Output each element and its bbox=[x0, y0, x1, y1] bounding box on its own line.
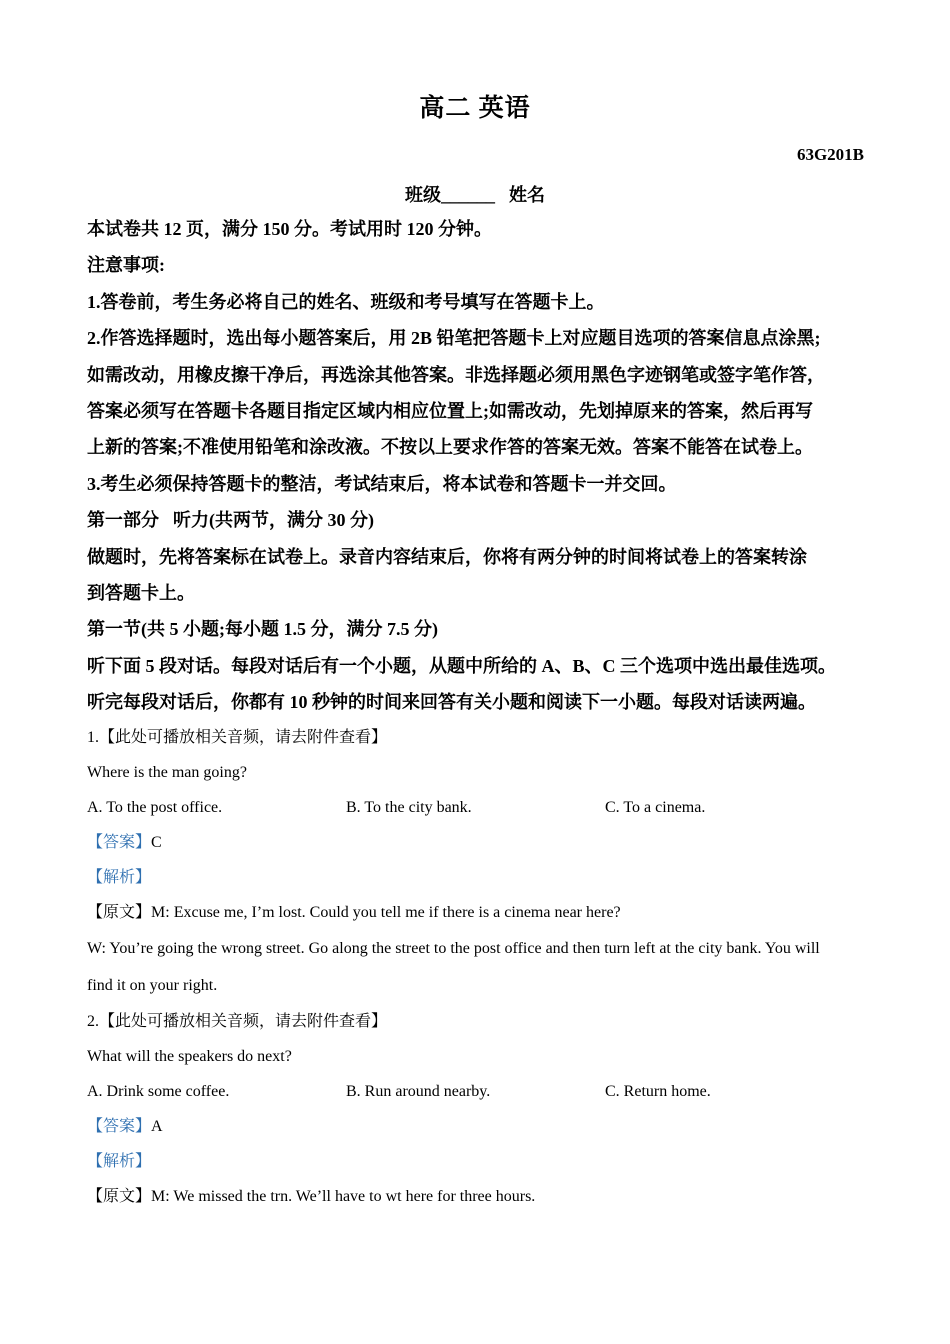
question-1-header bbox=[87, 720, 877, 755]
class-name-line bbox=[0, 181, 950, 207]
original-line: find it on your right. bbox=[87, 977, 218, 995]
notice-item-2-line: 如需改动，用橡皮擦干净后，再选涂其他答案。非选择题必须用黑色字迹钢笔或签字笔作答， bbox=[87, 364, 825, 385]
section1-title: 第一节(共 5 小题;每小题 1.5 分，满分 7.5 分) bbox=[87, 619, 438, 640]
page-title: 高二 英语 bbox=[419, 95, 531, 122]
notice-item-3: 3.考生必须保持答题卡的整洁，考试结束后，将本试卷和答题卡一并交回。 bbox=[87, 473, 677, 494]
option-c: C. To a cinema. bbox=[605, 799, 706, 817]
question-2-header bbox=[87, 1004, 877, 1039]
question-1-answer bbox=[87, 825, 877, 860]
question-1-options bbox=[87, 790, 877, 825]
question-1-text: Where is the man going? bbox=[87, 764, 247, 782]
part1-desc-line: 到答题卡上。 bbox=[87, 582, 195, 603]
section1-desc-line: 听完每段对话后，你都有 10 秒钟的时间来回答有关小题和阅读下一小题。每段对话读两遍。 bbox=[87, 692, 816, 713]
notice-item-2-line: 答案必须写在答题卡各题目指定区域内相应位置上;如需改动，先划掉原来的答案，然后再写 bbox=[87, 400, 813, 421]
exam-body bbox=[87, 211, 877, 1214]
original-line: M: Excuse me, I’m lost. Could you tell me if there is a cinema near here? bbox=[151, 904, 621, 922]
question-1-analysis bbox=[87, 860, 877, 895]
class-label: 班级 bbox=[405, 185, 441, 205]
intro-text: 本试卷共 12 页，满分 150 分。考试用时 120 分钟。 bbox=[87, 219, 492, 239]
original-tag: 【原文】 bbox=[87, 904, 152, 922]
notice-item-1: 1.答卷前，考生务必将自己的姓名、班级和考号填写在答题卡上。 bbox=[87, 291, 605, 312]
answer-value: A bbox=[151, 1118, 163, 1136]
audio-note: 【此处可播放相关音频，请去附件查看】 bbox=[99, 1013, 388, 1031]
part1-desc-line: 做题时，先将答案标在试卷上。录音内容结束后，你将有两分钟的时间将试卷上的答案转涂 bbox=[87, 546, 807, 567]
original-line: W: You’re going the wrong street. Go along the street to the post office and then turn left at the city bank. You will bbox=[87, 940, 820, 958]
part1-title bbox=[87, 502, 877, 538]
answer-value: C bbox=[151, 834, 162, 852]
section1-desc-line: 听下面 5 段对话。每段对话后有一个小题，从题中所给的 A、B、C 三个选项中选出最佳选项。 bbox=[87, 655, 836, 676]
part1-title-a: 第一部分 bbox=[87, 510, 159, 531]
class-blank: ______ bbox=[441, 185, 495, 205]
original-tag: 【原文】 bbox=[87, 1188, 152, 1206]
notice-title: 注意事项: bbox=[87, 255, 165, 276]
analysis-tag: 【解析】 bbox=[87, 869, 152, 887]
question-2-analysis bbox=[87, 1144, 877, 1179]
notice-item-2-line: 上新的答案;不准使用铅笔和涂改液。不按以上要求作答的答案无效。答案不能答在试卷上。 bbox=[87, 437, 813, 458]
name-label: 姓名 bbox=[509, 185, 545, 205]
part1-title-b: 听力(共两节，满分 30 分) bbox=[173, 510, 374, 531]
notice-item-2-line: 2.作答选择题时，选出每小题答案后，用 2B 铅笔把答题卡上对应题目选项的答案信息点涂黑; bbox=[87, 328, 821, 349]
option-c: C. Return home. bbox=[605, 1083, 711, 1101]
question-2-text: What will the speakers do next? bbox=[87, 1048, 292, 1066]
option-a: A. Drink some coffee. bbox=[87, 1083, 230, 1101]
option-a: A. To the post office. bbox=[87, 799, 223, 817]
question-2-options bbox=[87, 1074, 877, 1109]
original-line: M: We missed the trn. We’ll have to wt here for three hours. bbox=[151, 1188, 536, 1206]
option-b: B. To the city bank. bbox=[346, 799, 472, 817]
question-1-original bbox=[87, 895, 877, 930]
question-number: 2. bbox=[87, 1013, 99, 1031]
question-number: 1. bbox=[87, 729, 99, 747]
analysis-tag: 【解析】 bbox=[87, 1153, 152, 1171]
question-2-answer bbox=[87, 1109, 877, 1144]
exam-code: 63G201B bbox=[796, 145, 864, 164]
answer-tag: 【答案】 bbox=[87, 834, 152, 852]
answer-tag: 【答案】 bbox=[87, 1118, 152, 1136]
option-b: B. Run around nearby. bbox=[346, 1083, 491, 1101]
question-2-original bbox=[87, 1179, 877, 1214]
audio-note: 【此处可播放相关音频，请去附件查看】 bbox=[99, 729, 388, 747]
